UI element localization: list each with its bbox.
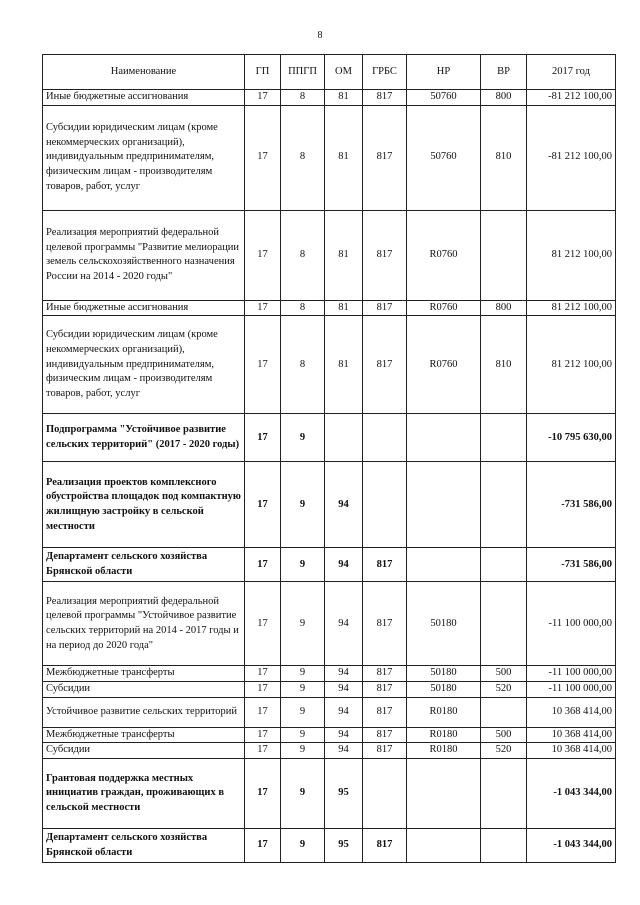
cell-grbs: 817 — [363, 829, 407, 863]
cell-name: Межбюджетные трансферты — [43, 666, 245, 682]
cell-vr — [481, 462, 527, 548]
cell-gp: 17 — [245, 743, 281, 759]
header-ppgp: ППГП — [281, 55, 325, 90]
cell-gp: 17 — [245, 697, 281, 727]
header-om: ОМ — [325, 55, 363, 90]
cell-amount: 10 368 414,00 — [527, 727, 616, 743]
cell-grbs: 817 — [363, 300, 407, 316]
cell-gp: 17 — [245, 462, 281, 548]
cell-gp: 17 — [245, 414, 281, 462]
cell-nr — [407, 759, 481, 829]
cell-vr: 800 — [481, 300, 527, 316]
cell-nr: R0760 — [407, 210, 481, 300]
cell-vr: 810 — [481, 105, 527, 210]
cell-amount: 10 368 414,00 — [527, 697, 616, 727]
cell-om: 95 — [325, 759, 363, 829]
cell-grbs: 817 — [363, 548, 407, 582]
cell-nr: 50760 — [407, 90, 481, 106]
cell-ppgp: 8 — [281, 316, 325, 414]
header-nr: НР — [407, 55, 481, 90]
cell-grbs: 817 — [363, 105, 407, 210]
cell-vr — [481, 210, 527, 300]
cell-ppgp: 9 — [281, 727, 325, 743]
cell-ppgp: 9 — [281, 666, 325, 682]
cell-amount: -81 212 100,00 — [527, 105, 616, 210]
table-row — [43, 682, 616, 698]
cell-ppgp: 9 — [281, 759, 325, 829]
cell-nr: R0760 — [407, 300, 481, 316]
cell-gp: 17 — [245, 105, 281, 210]
cell-gp: 17 — [245, 666, 281, 682]
cell-grbs: 817 — [363, 697, 407, 727]
cell-grbs — [363, 759, 407, 829]
cell-ppgp: 9 — [281, 682, 325, 698]
cell-vr — [481, 829, 527, 863]
cell-om: 81 — [325, 300, 363, 316]
cell-om: 95 — [325, 829, 363, 863]
cell-amount: -11 100 000,00 — [527, 582, 616, 666]
table-row — [43, 462, 616, 548]
cell-ppgp: 8 — [281, 90, 325, 106]
budget-table — [42, 54, 616, 863]
header-row — [43, 55, 616, 90]
cell-nr — [407, 462, 481, 548]
cell-nr: R0180 — [407, 697, 481, 727]
cell-amount: 81 212 100,00 — [527, 300, 616, 316]
cell-name: Субсидии юридическим лицам (кроме некоммерческих организаций), индивидуальным предпринимателям, физическим лицам - производителям товаров, работ, услуг — [43, 316, 245, 414]
cell-gp: 17 — [245, 727, 281, 743]
cell-grbs: 817 — [363, 316, 407, 414]
table-row — [43, 548, 616, 582]
table-row — [43, 829, 616, 863]
cell-vr: 810 — [481, 316, 527, 414]
cell-om: 81 — [325, 105, 363, 210]
cell-nr: 50180 — [407, 582, 481, 666]
table-header — [43, 55, 616, 90]
cell-ppgp: 8 — [281, 210, 325, 300]
cell-vr: 520 — [481, 743, 527, 759]
cell-name: Субсидии юридическим лицам (кроме некоммерческих организаций), индивидуальным предпринимателям, физическим лицам - производителям товаров, работ, услуг — [43, 105, 245, 210]
cell-nr: R0760 — [407, 316, 481, 414]
cell-gp: 17 — [245, 210, 281, 300]
cell-grbs: 817 — [363, 210, 407, 300]
cell-ppgp: 9 — [281, 462, 325, 548]
cell-grbs: 817 — [363, 682, 407, 698]
table-row — [43, 105, 616, 210]
cell-nr: 50180 — [407, 682, 481, 698]
cell-gp: 17 — [245, 90, 281, 106]
header-grbs: ГРБС — [363, 55, 407, 90]
cell-amount: -11 100 000,00 — [527, 666, 616, 682]
cell-name: Иные бюджетные ассигнования — [43, 300, 245, 316]
cell-amount: -11 100 000,00 — [527, 682, 616, 698]
cell-gp: 17 — [245, 682, 281, 698]
cell-om: 94 — [325, 727, 363, 743]
cell-vr — [481, 697, 527, 727]
cell-name: Реализация проектов комплексного обустройства площадок под компактную жилищную застройку в сельской местности — [43, 462, 245, 548]
cell-grbs: 817 — [363, 90, 407, 106]
cell-grbs: 817 — [363, 727, 407, 743]
cell-name: Подпрограмма "Устойчивое развитие сельских территорий" (2017 - 2020 годы) — [43, 414, 245, 462]
cell-om: 94 — [325, 548, 363, 582]
cell-amount: -1 043 344,00 — [527, 759, 616, 829]
cell-name: Субсидии — [43, 682, 245, 698]
cell-grbs — [363, 462, 407, 548]
cell-gp: 17 — [245, 829, 281, 863]
cell-amount: 81 212 100,00 — [527, 316, 616, 414]
cell-grbs: 817 — [363, 582, 407, 666]
cell-vr: 500 — [481, 727, 527, 743]
cell-nr: R0180 — [407, 727, 481, 743]
cell-amount: -731 586,00 — [527, 548, 616, 582]
cell-ppgp: 9 — [281, 743, 325, 759]
cell-vr: 520 — [481, 682, 527, 698]
cell-gp: 17 — [245, 300, 281, 316]
table-row — [43, 743, 616, 759]
cell-om: 94 — [325, 743, 363, 759]
cell-name: Устойчивое развитие сельских территорий — [43, 697, 245, 727]
cell-grbs — [363, 414, 407, 462]
cell-ppgp: 9 — [281, 582, 325, 666]
table-row — [43, 582, 616, 666]
cell-gp: 17 — [245, 548, 281, 582]
table-row — [43, 316, 616, 414]
table-row — [43, 697, 616, 727]
cell-om: 81 — [325, 90, 363, 106]
cell-ppgp: 9 — [281, 697, 325, 727]
table-row — [43, 727, 616, 743]
cell-name: Реализация мероприятий федеральной целевой программы "Развитие мелиорации земель сельскохозяйственного назначения России на 2014 - 2020 годы" — [43, 210, 245, 300]
cell-om: 81 — [325, 210, 363, 300]
cell-om: 81 — [325, 316, 363, 414]
cell-name: Иные бюджетные ассигнования — [43, 90, 245, 106]
cell-vr — [481, 582, 527, 666]
cell-nr: R0180 — [407, 743, 481, 759]
cell-nr — [407, 829, 481, 863]
cell-om: 94 — [325, 666, 363, 682]
cell-name: Департамент сельского хозяйства Брянской области — [43, 829, 245, 863]
cell-ppgp: 8 — [281, 105, 325, 210]
cell-vr — [481, 548, 527, 582]
table-row — [43, 300, 616, 316]
table-body — [43, 90, 616, 863]
table-row — [43, 210, 616, 300]
table-row — [43, 90, 616, 106]
cell-om: 94 — [325, 582, 363, 666]
header-vr: ВР — [481, 55, 527, 90]
cell-name: Межбюджетные трансферты — [43, 727, 245, 743]
cell-ppgp: 9 — [281, 829, 325, 863]
table-row — [43, 759, 616, 829]
cell-vr — [481, 759, 527, 829]
header-name: Наименование — [43, 55, 245, 90]
cell-nr — [407, 414, 481, 462]
cell-name: Департамент сельского хозяйства Брянской области — [43, 548, 245, 582]
cell-nr: 50760 — [407, 105, 481, 210]
page-number: 8 — [317, 30, 323, 41]
cell-amount: -731 586,00 — [527, 462, 616, 548]
header-gp: ГП — [245, 55, 281, 90]
cell-nr: 50180 — [407, 666, 481, 682]
header-year: 2017 год — [527, 55, 616, 90]
cell-amount: -10 795 630,00 — [527, 414, 616, 462]
cell-om — [325, 414, 363, 462]
cell-ppgp: 9 — [281, 548, 325, 582]
cell-amount: -81 212 100,00 — [527, 90, 616, 106]
cell-nr — [407, 548, 481, 582]
cell-grbs: 817 — [363, 666, 407, 682]
cell-name: Субсидии — [43, 743, 245, 759]
cell-gp: 17 — [245, 582, 281, 666]
cell-amount: -1 043 344,00 — [527, 829, 616, 863]
cell-amount: 10 368 414,00 — [527, 743, 616, 759]
table-row — [43, 666, 616, 682]
cell-vr: 500 — [481, 666, 527, 682]
cell-name: Реализация мероприятий федеральной целевой программы "Устойчивое развитие сельских территорий на 2014 - 2017 годы и на период до 2020 года" — [43, 582, 245, 666]
cell-om: 94 — [325, 697, 363, 727]
cell-grbs: 817 — [363, 743, 407, 759]
cell-amount: 81 212 100,00 — [527, 210, 616, 300]
cell-gp: 17 — [245, 759, 281, 829]
cell-vr — [481, 414, 527, 462]
cell-ppgp: 9 — [281, 414, 325, 462]
table-row — [43, 414, 616, 462]
cell-om: 94 — [325, 462, 363, 548]
cell-name: Грантовая поддержка местных инициатив граждан, проживающих в сельской местности — [43, 759, 245, 829]
cell-om: 94 — [325, 682, 363, 698]
cell-vr: 800 — [481, 90, 527, 106]
cell-ppgp: 8 — [281, 300, 325, 316]
cell-gp: 17 — [245, 316, 281, 414]
